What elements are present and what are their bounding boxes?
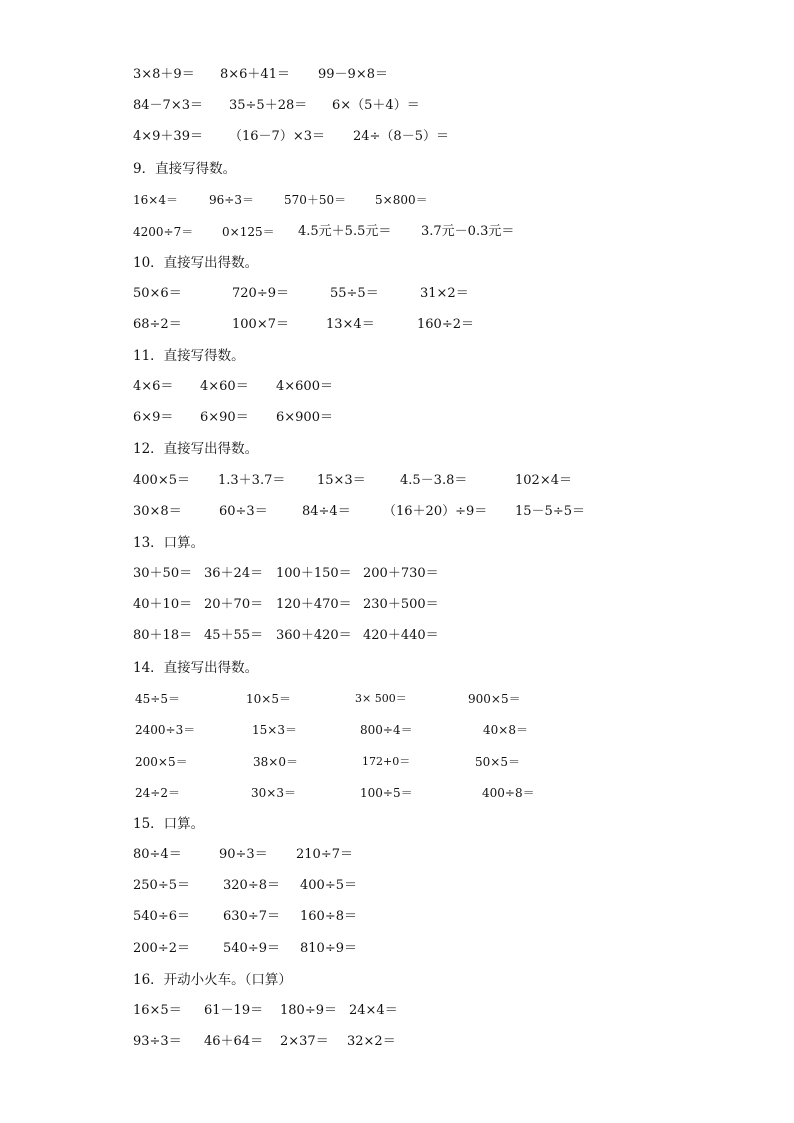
arithmetic-problem: 230＋500＝ — [363, 597, 439, 612]
arithmetic-problem: 200÷2＝ — [133, 941, 190, 956]
arithmetic-problem: 15×3＝ — [317, 473, 366, 488]
arithmetic-problem: 90÷3＝ — [219, 847, 268, 862]
arithmetic-problem: 102×4＝ — [515, 473, 572, 488]
arithmetic-problem: 540÷6＝ — [133, 909, 190, 924]
arithmetic-problem: 32×2＝ — [347, 1034, 396, 1049]
arithmetic-problem: 36＋24＝ — [204, 566, 264, 581]
arithmetic-problem: 50×6＝ — [133, 286, 182, 301]
section-heading: 15．口算。 — [133, 816, 205, 832]
arithmetic-problem: 13×4＝ — [326, 317, 375, 332]
arithmetic-problem: 160÷2＝ — [417, 317, 474, 332]
arithmetic-problem: 93÷3＝ — [133, 1034, 182, 1049]
arithmetic-problem: 55÷5＝ — [330, 286, 379, 301]
arithmetic-problem: 30×8＝ — [133, 504, 182, 519]
arithmetic-problem: 80＋18＝ — [133, 628, 193, 643]
arithmetic-problem: 100÷5＝ — [360, 786, 413, 800]
arithmetic-problem: 3× 500＝ — [355, 692, 407, 705]
arithmetic-problem: 15×3＝ — [252, 723, 297, 737]
arithmetic-problem: 2400÷3＝ — [135, 723, 196, 737]
arithmetic-problem: 61－19＝ — [204, 1003, 264, 1018]
section-heading: 10．直接写出得数。 — [133, 255, 259, 271]
arithmetic-problem: 46＋64＝ — [204, 1034, 264, 1049]
arithmetic-problem: 35÷5＋28＝ — [229, 98, 308, 113]
arithmetic-problem: 31×2＝ — [420, 286, 469, 301]
arithmetic-problem: 45＋55＝ — [204, 628, 264, 643]
arithmetic-problem: 6×90＝ — [200, 410, 249, 425]
arithmetic-problem: 3.7元－0.3元＝ — [421, 224, 515, 239]
section-heading: 11．直接写得数。 — [133, 348, 245, 364]
arithmetic-problem: 6×9＝ — [133, 410, 174, 425]
arithmetic-problem: 84÷4＝ — [302, 504, 351, 519]
section-heading: 16．开动小火车。（口算） — [133, 972, 292, 988]
arithmetic-problem: 16×5＝ — [133, 1003, 182, 1018]
arithmetic-problem: 15－5÷5＝ — [515, 504, 585, 519]
arithmetic-problem: 5×800＝ — [375, 193, 428, 207]
arithmetic-problem: 96÷3＝ — [209, 193, 254, 207]
arithmetic-problem: 38×0＝ — [253, 755, 298, 769]
arithmetic-problem: 400÷8＝ — [482, 786, 535, 800]
arithmetic-problem: 360＋420＝ — [276, 628, 352, 643]
arithmetic-problem: 200＋730＝ — [363, 566, 439, 581]
arithmetic-problem: （16－7）×3＝ — [229, 129, 325, 144]
arithmetic-problem: 420＋440＝ — [363, 628, 439, 643]
arithmetic-problem: 210÷7＝ — [296, 847, 353, 862]
arithmetic-problem: 120＋470＝ — [276, 597, 352, 612]
arithmetic-problem: 900×5＝ — [468, 692, 521, 706]
arithmetic-problem: 100＋150＝ — [276, 566, 352, 581]
arithmetic-problem: 45÷5＝ — [135, 692, 180, 706]
arithmetic-problem: 630÷7＝ — [223, 909, 280, 924]
arithmetic-problem: 2×37＝ — [280, 1034, 329, 1049]
arithmetic-problem: 570＋50＝ — [284, 193, 347, 207]
arithmetic-problem: 720÷9＝ — [232, 286, 289, 301]
arithmetic-problem: 200×5＝ — [135, 755, 188, 769]
arithmetic-problem: 400×5＝ — [133, 473, 190, 488]
arithmetic-problem: 60÷3＝ — [219, 504, 268, 519]
arithmetic-problem: 16×4＝ — [133, 193, 178, 207]
arithmetic-problem: 3×8＋9＝ — [133, 67, 195, 82]
arithmetic-problem: 50×5＝ — [475, 755, 520, 769]
section-heading: 13．口算。 — [133, 535, 205, 551]
section-heading: 12．直接写出得数。 — [133, 441, 259, 457]
arithmetic-problem: 4.5－3.8＝ — [400, 473, 468, 488]
arithmetic-problem: 180÷9＝ — [280, 1003, 337, 1018]
arithmetic-problem: 0×125＝ — [222, 225, 275, 239]
arithmetic-problem: 84－7×3＝ — [133, 98, 203, 113]
arithmetic-problem: 24×4＝ — [349, 1003, 398, 1018]
arithmetic-problem: 4200÷7＝ — [133, 225, 194, 239]
arithmetic-problem: 30×3＝ — [251, 786, 296, 800]
arithmetic-problem: 68÷2＝ — [133, 317, 182, 332]
arithmetic-problem: 4×6＝ — [133, 379, 174, 394]
arithmetic-problem: 160÷8＝ — [300, 909, 357, 924]
arithmetic-problem: 320÷8＝ — [223, 878, 280, 893]
arithmetic-problem: 20＋70＝ — [204, 597, 264, 612]
arithmetic-problem: 40×8＝ — [483, 723, 528, 737]
arithmetic-problem: 100×7＝ — [232, 317, 289, 332]
arithmetic-problem: 10×5＝ — [246, 692, 291, 706]
arithmetic-problem: 24÷（8－5）＝ — [353, 129, 449, 144]
arithmetic-problem: 800÷4＝ — [360, 723, 413, 737]
arithmetic-problem: 1.3＋3.7＝ — [218, 473, 286, 488]
arithmetic-problem: 4×60＝ — [200, 379, 249, 394]
arithmetic-problem: 172+0＝ — [362, 755, 411, 768]
arithmetic-problem: 810÷9＝ — [300, 941, 357, 956]
arithmetic-problem: 250÷5＝ — [133, 878, 190, 893]
arithmetic-problem: 80÷4＝ — [133, 847, 182, 862]
arithmetic-problem: （16＋20）÷9＝ — [383, 504, 488, 519]
arithmetic-problem: 540÷9＝ — [223, 941, 280, 956]
arithmetic-problem: 4×9＋39＝ — [133, 129, 203, 144]
section-heading: 14．直接写出得数。 — [133, 660, 259, 676]
arithmetic-problem: 6×（5＋4）＝ — [332, 98, 420, 113]
arithmetic-problem: 30＋50＝ — [133, 566, 193, 581]
arithmetic-problem: 24÷2＝ — [135, 786, 180, 800]
arithmetic-problem: 6×900＝ — [276, 410, 333, 425]
arithmetic-problem: 400÷5＝ — [300, 878, 357, 893]
section-heading: 9．直接写得数。 — [133, 161, 237, 177]
arithmetic-problem: 4×600＝ — [276, 379, 333, 394]
arithmetic-problem: 40＋10＝ — [133, 597, 193, 612]
arithmetic-problem: 8×6＋41＝ — [220, 67, 290, 82]
arithmetic-problem: 4.5元＋5.5元＝ — [298, 224, 392, 239]
arithmetic-problem: 99－9×8＝ — [318, 67, 388, 82]
